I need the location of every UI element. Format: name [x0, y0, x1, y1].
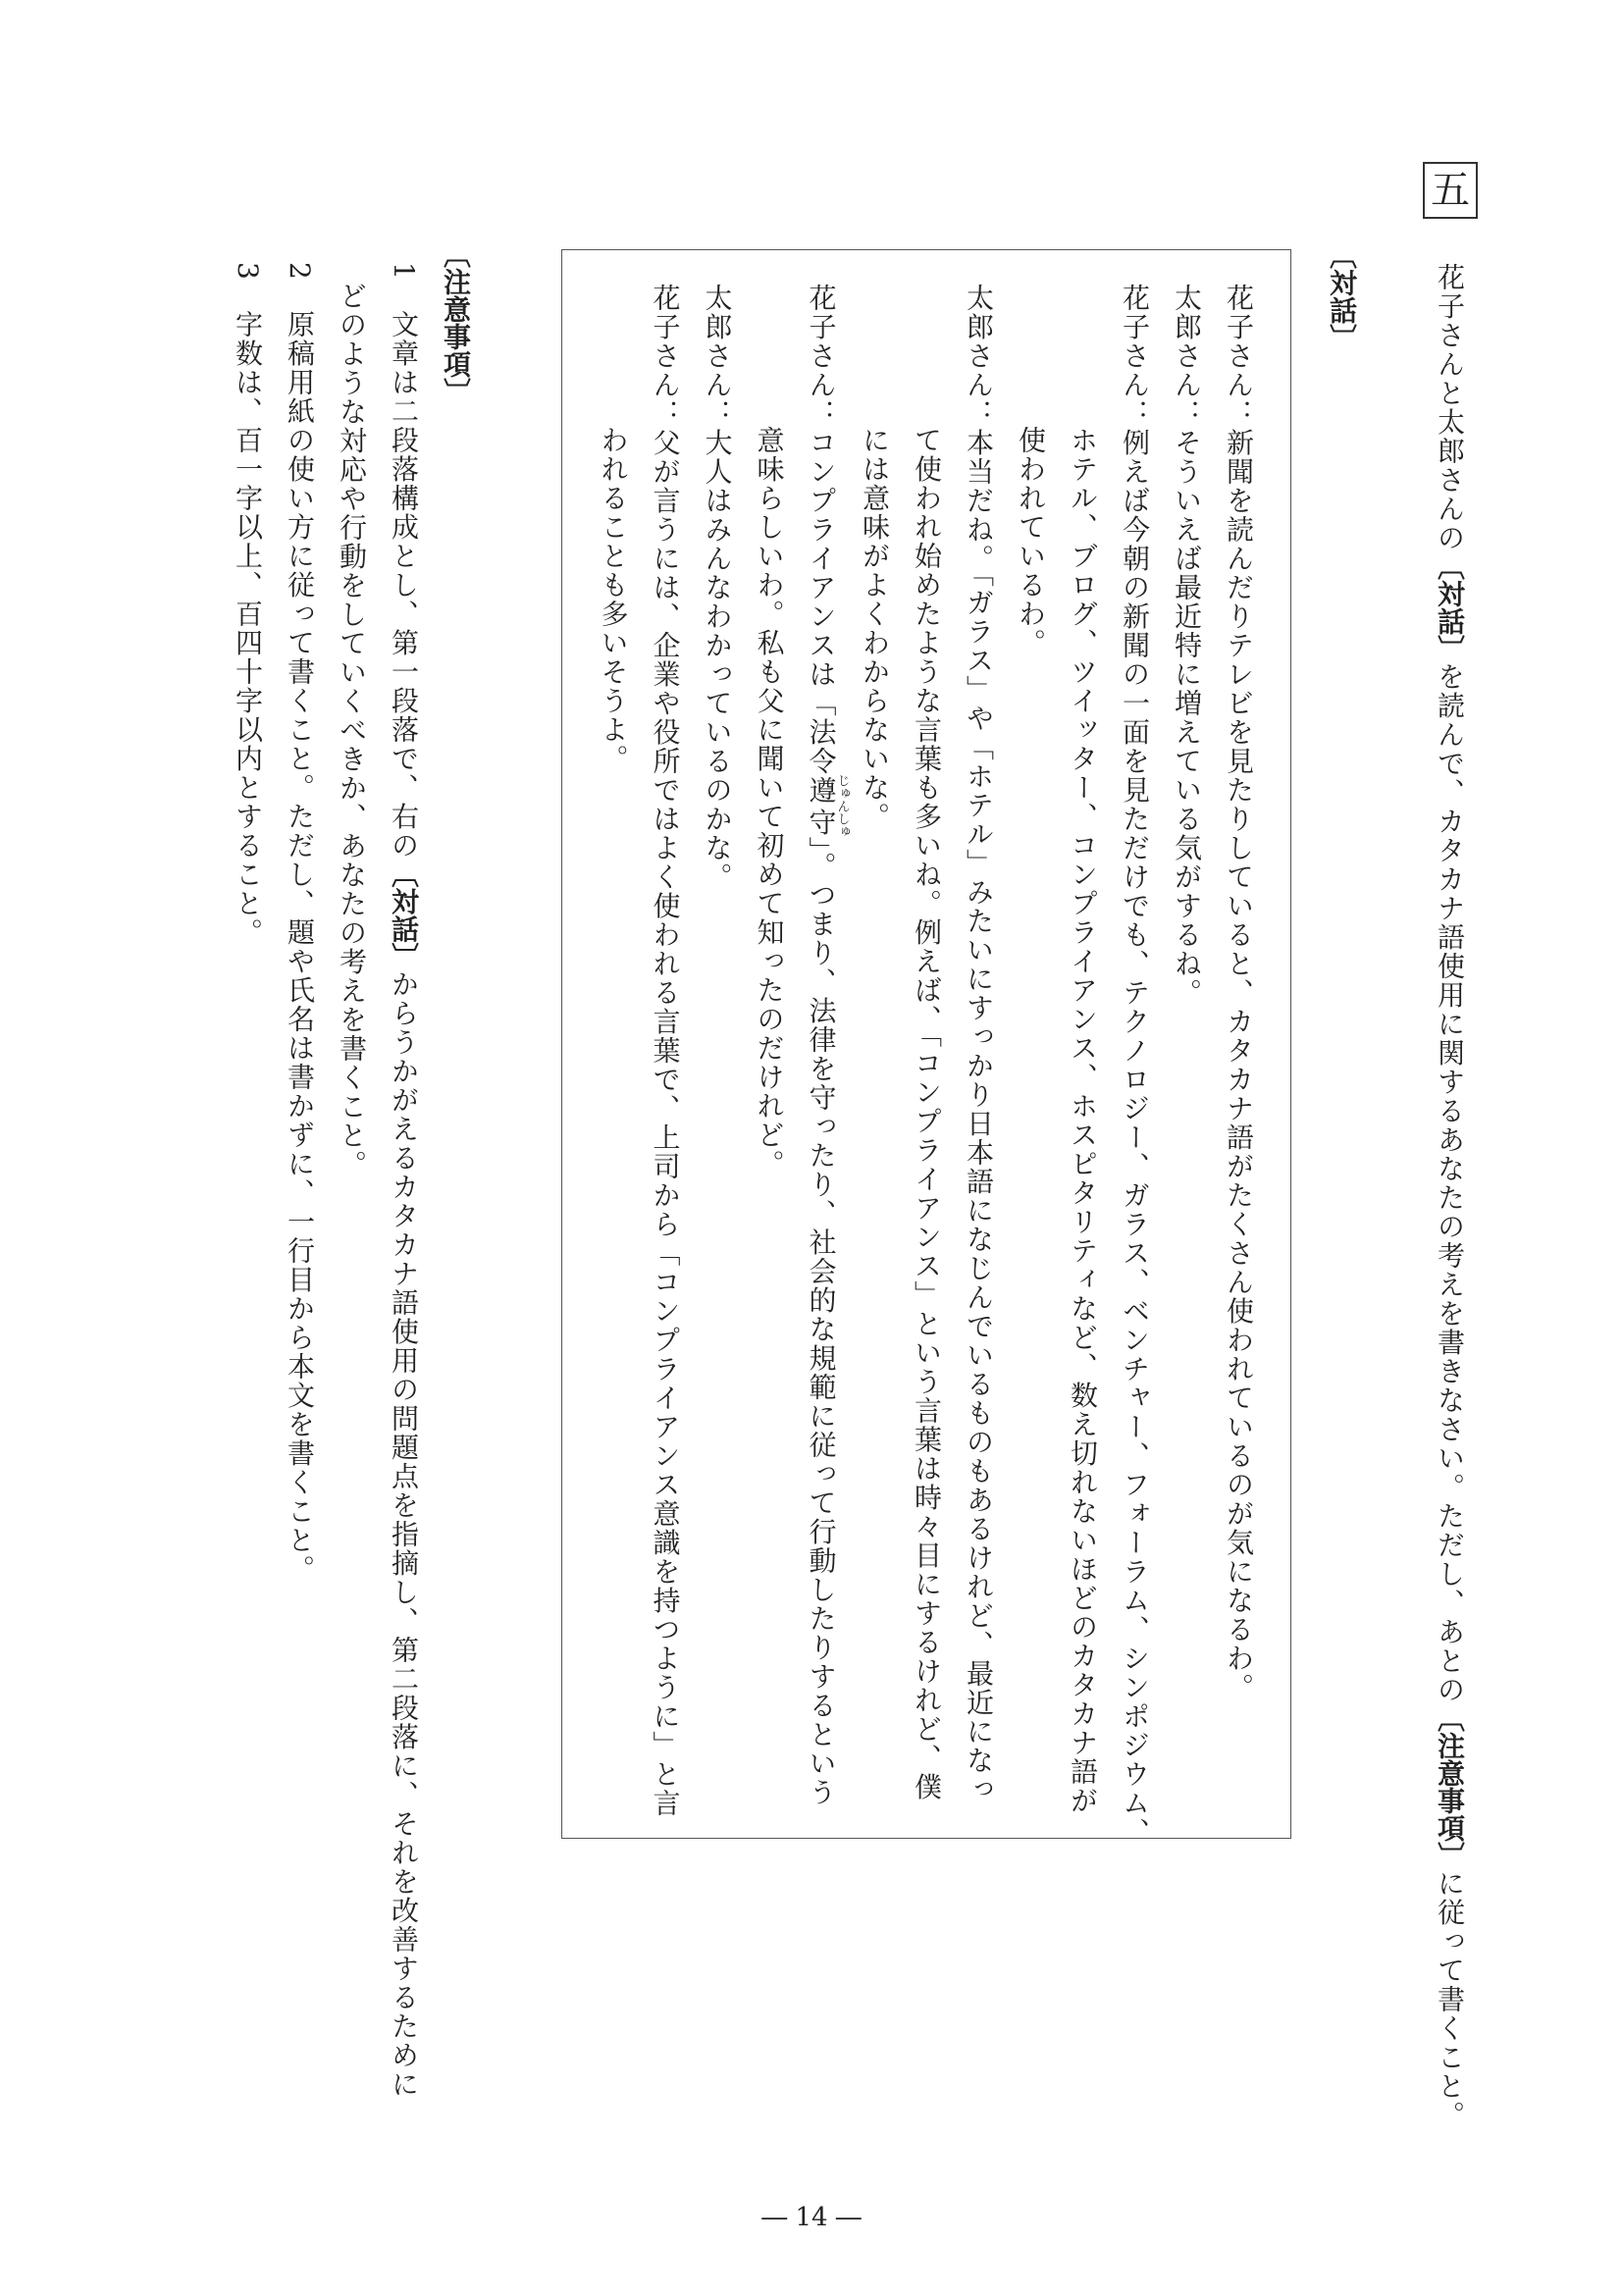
dialogue-box — [561, 249, 1291, 1847]
dialogue-line: には意味がよくわからないな。 — [859, 426, 891, 831]
notes-reference: 〔注意事項〕 — [1434, 1704, 1466, 1869]
dialogue-line: 太郎さん：そういえば最近特に増えている気がするね。 — [1171, 284, 1203, 1008]
dialogue-line: 太郎さん：本当だね。「ガラス」や「ホテル」みたいにすっかり日本語になじんでいるものもあるけれど、最近になっ — [963, 284, 995, 1804]
note-item-1 — [378, 240, 430, 2099]
dialogue-reference: 〔対話〕 — [1434, 552, 1466, 662]
dialogue-line: 花子さん：新聞を読んだりテレビを見たりしていると、カタカナ語がたくさん使われているのが気になるわ。 — [1223, 284, 1255, 1702]
note-text: 字数は、百一字以上、百四十字以内とすること。 — [232, 309, 264, 947]
dialogue-line: 使われているわ。 — [1015, 426, 1047, 657]
dialogue-line: われることも多いそうよ。 — [597, 426, 630, 773]
note-number: 1 — [388, 262, 420, 282]
note-text: 原稿用紙の使い方に従って書くこと。ただし、題や氏名は書かずに、一行目から本文を書くこと。 — [284, 309, 316, 1584]
notes-heading: 〔注意事項〕 — [440, 240, 472, 405]
dialogue-line: 意味らしいわ。私も父に聞いて初めて知ったのだけれど。 — [753, 426, 786, 1178]
notes-section — [222, 240, 482, 2099]
page-number: ― 14 ― — [761, 2203, 862, 2232]
dialogue-text-part: 花子さん：コンプライアンスは「法令 — [805, 284, 838, 776]
ruby-reading: じゅんしゅ — [834, 774, 850, 838]
note-item-2 — [274, 240, 326, 2099]
question-instruction — [1424, 263, 1476, 2130]
dialogue-heading: 〔対話〕 — [1326, 241, 1358, 351]
note-number: 3 — [232, 262, 264, 282]
note-text: 文章は二段落構成とし、第一段落で、右の — [388, 309, 420, 861]
dialogue-text-part: 」。つまり、法律を守ったり、社会的な規範に従って行動したりするという — [805, 836, 838, 1807]
note-text: からうかがえるカタカナ語使用の問題点を指摘し、第二段落に、それを改善するために — [388, 969, 420, 2099]
dialogue-reference: 〔対話〕 — [388, 860, 420, 970]
dialogue-line: 花子さん：例えば今朝の新聞の一面を見ただけでも、テクノロジー、ガラス、ベンチャー、フォーラム、シンポジウム、 — [1119, 284, 1151, 1847]
dialogue-text — [588, 284, 1266, 1847]
dialogue-line: て使われ始めたような言葉も多いね。例えば、「コンプライアンス」という言葉は時々目にするけれど、僕 — [911, 426, 943, 1801]
question-number: 五 — [1423, 162, 1478, 219]
dialogue-line: 太郎さん：大人はみんなわかっているのかな。 — [701, 284, 734, 892]
dialogue-line: ホテル、ブログ、ツイッター、コンプライアンス、ホスピタリティなど、数え切れないほどのカタカナ語が — [1067, 426, 1099, 1815]
instruction-text: に従って書くこと。 — [1434, 1869, 1466, 2130]
dialogue-line: 花子さん：父が言うには、企業や役所ではよく使われる言葉で、上司から「コンプライアンス意識を持つように」と言 — [649, 284, 682, 1818]
note-item-1-continuation: どのような対応や行動をしていくべきか、あなたの考えを書くこと。 — [336, 282, 368, 1179]
dialogue-line — [796, 284, 850, 1847]
ruby-annotation — [805, 774, 850, 838]
ruby-base: 遵守 — [805, 774, 838, 838]
note-item-3 — [222, 240, 274, 2099]
instruction-text: を読んで、カタカナ語使用に関するあなたの考えを書きなさい。ただし、あとの — [1434, 662, 1466, 1704]
instruction-text: 花子さんと太郎さんの — [1434, 263, 1466, 552]
note-number: 2 — [284, 262, 316, 282]
